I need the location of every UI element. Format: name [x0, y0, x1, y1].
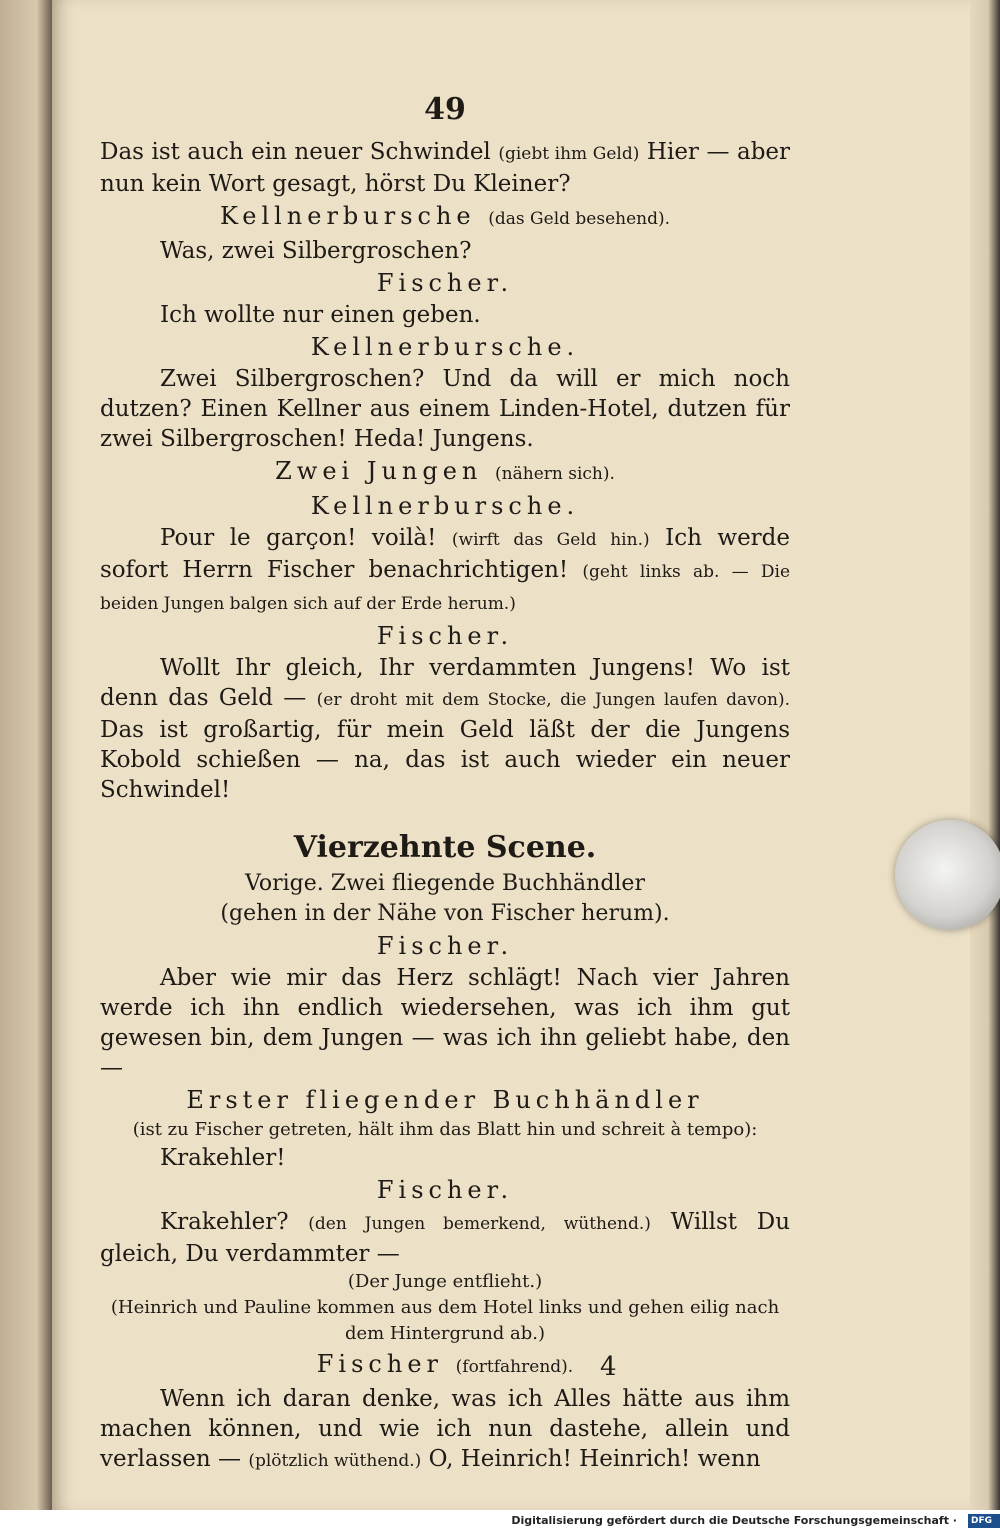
book-clip — [895, 820, 1000, 930]
speaker-name: Fischer. — [376, 932, 514, 960]
stage-direction: (plötzlich wüthend.) — [248, 1451, 422, 1471]
scene-title: Vierzehnte Scene. — [293, 830, 597, 865]
facing-page-edge — [0, 0, 52, 1510]
stage-direction: (er droht mit dem Stocke, die Jungen laufen davon). — [316, 690, 791, 710]
speaker-name: Fischer. — [376, 622, 514, 650]
dialogue-line: Krakehler! — [160, 1145, 286, 1171]
stage-direction: (nähern sich). — [495, 464, 615, 484]
speaker-name: Kellnerbursche. — [310, 333, 580, 361]
stage-direction: (Heinrich und Pauline kommen aus dem Hotel links und gehen eilig nach dem Hintergrund ab.) — [110, 1297, 780, 1344]
stage-direction: (ist zu Fischer getreten, hält ihm das Blatt hin und schreit à tempo): — [132, 1119, 758, 1140]
signature-mark: 4 — [600, 1352, 617, 1382]
dialogue-line: Wollt Ihr gleich, Ihr verdammten Jungens! Wo ist denn das Geld — (er droht mit dem Stocke, die Jungen laufen davon). Das ist großartig, für mein Geld läßt der die Jungens Kobold schießen — na, das ist auch wieder ein neuer Schwindel! — [100, 655, 791, 803]
speaker-name: Zwei Jungen (nähern sich). — [275, 457, 615, 485]
speaker-name: Kellnerbursche. — [310, 492, 580, 520]
dialogue-line: Ich wollte nur einen geben. — [160, 302, 481, 328]
speaker-name: Kellnerbursche (das Geld besehend). — [219, 202, 671, 230]
dfg-logo: DFG — [968, 1514, 1000, 1528]
speaker-name: Fischer. — [376, 1176, 514, 1204]
dialogue-line: Zwei Silbergroschen? Und da will er mich noch dutzen? Einen Kellner aus einem Linden-Hotel, dutzen für zwei Silbergroschen! Heda! Jungens. — [100, 366, 790, 452]
stage-direction: (fortfahrend). — [455, 1357, 574, 1377]
page-text — [100, 92, 791, 1476]
dialogue-line: Krakehler? (den Jungen bemerkend, wüthend.) Willst Du gleich, Du verdammter — — [100, 1209, 791, 1267]
speaker-name: Fischer. — [376, 269, 514, 297]
dialogue-line: Das ist auch ein neuer Schwindel (giebt ihm Geld) Hier — aber nun kein Wort gesagt, hörst Du Kleiner? — [100, 139, 791, 197]
scene-characters: Vorige. Zwei fliegende Buchhändler — [245, 871, 645, 896]
dialogue-line: Pour le garçon! voilà! (wirft das Geld hin.) Ich werde sofort Herrn Fischer benachrichtigen! (geht links ab. — Die beiden Jungen balgen sich auf der Erde herum.) — [100, 525, 791, 614]
page-number: 49 — [424, 92, 466, 127]
dialogue-line: Wenn ich daran denke, was ich Alles hätte aus ihm machen können, und wie ich nun dastehe, allein und verlassen — (plötzlich wüthend.) O, Heinrich! Heinrich! wenn — [100, 1386, 790, 1472]
speaker-name: Fischer (fortfahrend). — [316, 1350, 574, 1378]
stage-direction: (geht links ab. — Die beiden Jungen balgen sich auf der Erde herum.) — [100, 562, 791, 614]
stage-direction: (den Jungen bemerkend, wüthend.) — [308, 1214, 651, 1234]
page-fore-edge — [970, 0, 1000, 1510]
stage-direction: (gehen in der Nähe von Fischer herum). — [220, 901, 670, 926]
footer-bar — [0, 1510, 1000, 1532]
dialogue-line: Was, zwei Silbergroschen? — [160, 238, 472, 264]
stage-direction: (Der Junge entflieht.) — [347, 1271, 543, 1292]
footer-credit: Digitalisierung gefördert durch die Deutsche Forschungsgemeinschaft · — [511, 1514, 957, 1527]
speaker-name: Erster fliegender Buchhändler — [186, 1086, 704, 1114]
stage-direction: (wirft das Geld hin.) — [451, 530, 650, 550]
stage-direction: (das Geld besehend). — [488, 209, 671, 229]
stage-direction: (giebt ihm Geld) — [498, 144, 640, 164]
dialogue-line: Aber wie mir das Herz schlägt! Nach vier Jahren werde ich ihn endlich wiedersehen, was ich ihm gut gewesen bin, dem Jungen — was ich ihn geliebt habe, den — — [100, 965, 790, 1081]
